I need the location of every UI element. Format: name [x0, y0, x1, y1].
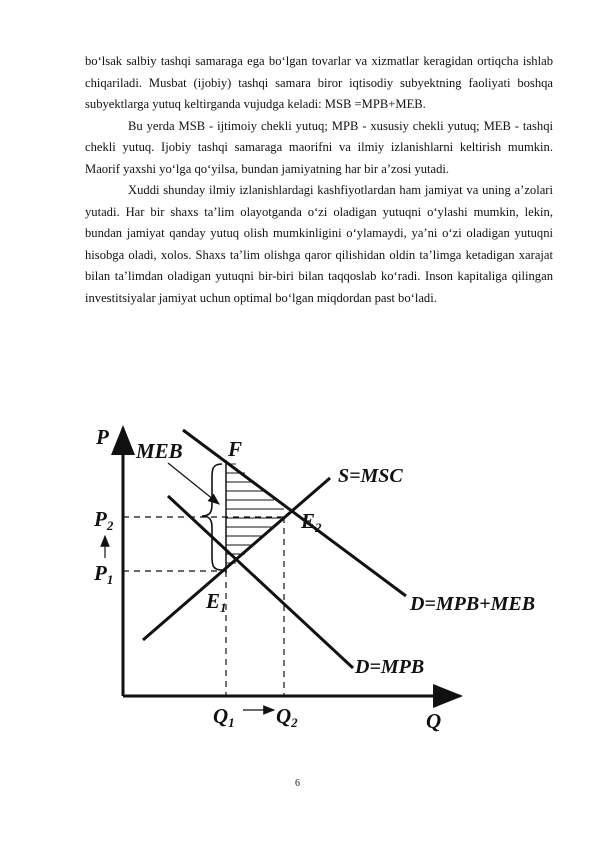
point-f-label: F [228, 437, 243, 461]
supply-label: S=MSC [338, 465, 403, 487]
private-demand-curve [168, 496, 353, 668]
externality-diagram [88, 418, 536, 738]
paragraph: Xuddi shunday ilmiy izlanishlardagi kashfiyotlardan ham jamiyat va uning a’zolari yutadi. Har bir shaxs ta’lim olayotganda o‘zi oladigan yutuqni o‘ylashi mumkin, lekin, bundan jamiyat qanday yutuq olish mumkinligini o‘ylamaydi, ya’ni o‘zi oladigan yutuqni hisobga oladi, xolos. Shaxs ta’lim olishga qaror qilishidan oldin ta’limga ketadigan xarajat bilan ta’limdan oladigan yutuqni bir-biri bilan taqqoslab ko‘radi. Inson kapitaliga qilingan investitsiyalar jamiyat uchun optimal bo‘lgan miqdordan past bo‘ladi. [85, 183, 553, 305]
e2-label: E2 [301, 509, 322, 535]
paragraph: bo‘lsak salbiy tashqi samaraga ega bo‘lgan tovarlar va xizmatlar keragidan ortiqcha ishlab chiqariladi. Musbat (ijobiy) tashqi samara biror iqtisodiy subyektning faoliyati boshqa subyektlarga yutuq keltirganda vujudga keladi: MSB =MPB+MEB. [85, 54, 553, 111]
body-text [85, 51, 553, 309]
axis-label-q: Q [426, 709, 442, 733]
private-demand-label: D=MPB [355, 656, 425, 678]
hatched-area [226, 464, 284, 563]
e1-label: E1 [206, 589, 227, 615]
p2-label: P2 [94, 507, 114, 533]
q1-label: Q1 [213, 704, 235, 730]
page-number: 6 [295, 778, 300, 789]
q2-label: Q2 [276, 704, 298, 730]
axis-label-p: P [96, 425, 109, 449]
paragraph: Bu yerda MSB - ijtimoiy chekli yutuq; MPB - xususiy chekli yutuq; MEB - tashqi chekli yutuq. Ijobiy tashqi samaraga maorifni va ilmiy izlanishlarni keltirish mumkin. Maorif yaxshi yo‘lga qo‘yilsa, bundan jamiyatning har bir a’zosi yutadi. [85, 118, 553, 176]
social-demand-label: D=MPB+MEB [410, 593, 536, 615]
meb-label: MEB [136, 439, 183, 463]
p1-label: P1 [94, 561, 114, 587]
